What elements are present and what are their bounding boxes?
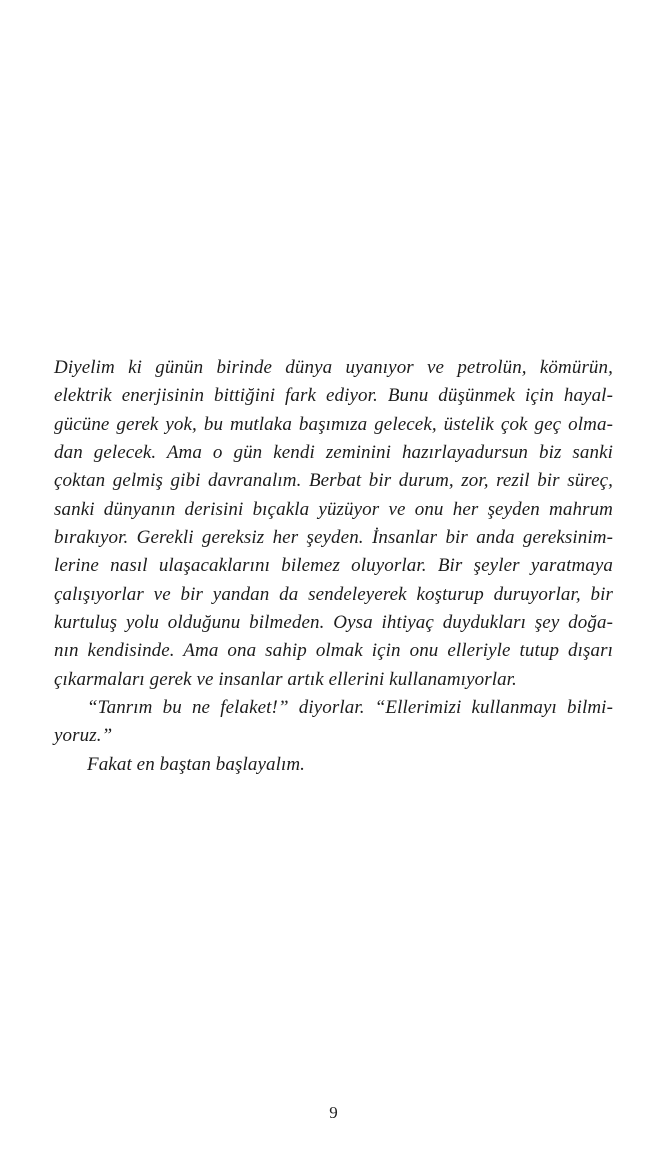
text-line: çalışıyorlar ve bir yandan da sendeleyerek koşturup duruyorlar, bir — [54, 583, 613, 605]
text-line: çoktan gelmiş gibi davranalım. Berbat bir durum, zor, rezil bir süreç, — [54, 470, 613, 492]
text-line: lerine nasıl ulaşacaklarını bilemez oluyorlar. Bir şeyler yaratmaya — [54, 555, 613, 577]
paragraph — [54, 694, 613, 751]
text-line: gücüne gerek yok, bu mutlaka başımıza gelecek, üstelik çok geç olma- — [54, 413, 613, 435]
text-line: “Tanrım bu ne felaket!” diyorlar. “Ellerimizi kullanmayı bilmi- — [87, 697, 613, 719]
text-line: nın kendisinde. Ama ona sahip olmak için onu elleriyle tutup dışarı — [54, 640, 613, 662]
text-line: çıkarmaları gerek ve insanlar artık ellerini kullanamıyorlar. — [54, 668, 517, 690]
text-line: dan gelecek. Ama o gün kendi zeminini hazırlayadursun biz sanki — [54, 442, 613, 464]
page-number: 9 — [329, 1103, 338, 1122]
text-line: Fakat en baştan başlayalım. — [87, 753, 306, 775]
text-line: elektrik enerjisinin bittiğini fark ediyor. Bunu düşünmek için hayal- — [54, 385, 613, 407]
text-line: yoruz.” — [54, 725, 113, 747]
text-line: sanki dünyanın derisini bıçakla yüzüyor ve onu her şeyden mahrum — [54, 498, 613, 520]
paragraph — [54, 751, 613, 779]
text-line: bırakıyor. Gerekli gereksiz her şeyden. İnsanlar bir anda gereksinim- — [54, 527, 613, 549]
paragraph — [54, 354, 613, 694]
text-line: kurtuluş yolu olduğunu bilmeden. Oysa ihtiyaç duydukları şey doğa- — [54, 612, 613, 634]
text-line: Diyelim ki günün birinde dünya uyanıyor ve petrolün, kömürün, — [54, 357, 613, 378]
text-block — [54, 354, 613, 779]
